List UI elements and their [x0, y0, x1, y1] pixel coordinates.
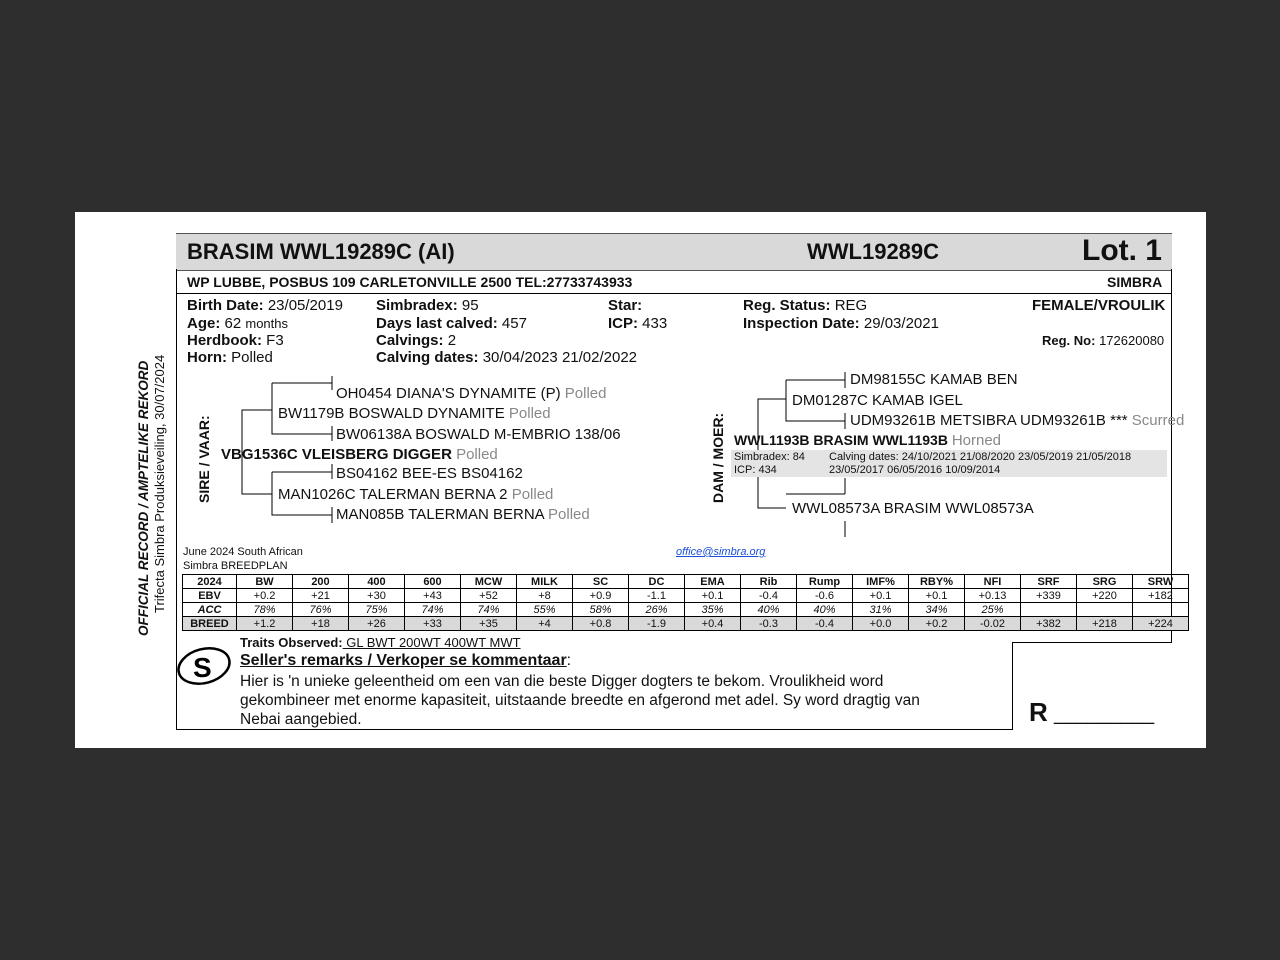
ebv-cell: +43: [405, 589, 461, 603]
ebv-cell: 74%: [461, 603, 517, 617]
dam-calving-dates: Calving dates: 24/10/2021 21/08/2020 23/05/2019 21/05/2018: [829, 451, 1132, 463]
ebv-header-cell: SRW: [1133, 575, 1189, 589]
herdbook: Herdbook: F3: [187, 332, 284, 349]
price-currency: R: [1029, 697, 1048, 727]
remarks-line-2: gekombineer met enorme kapasiteit, uitstaande breedte en afgerond met adel. Sy word dragtig van: [240, 692, 920, 709]
ebv-cell: +0.2: [237, 589, 293, 603]
ebv-header-cell: BW: [237, 575, 293, 589]
dam-name: WWL1193B BRASIM WWL1193B Horned: [734, 432, 1002, 449]
dam-sire: DM01287C KAMAB IGEL: [792, 392, 963, 409]
ebv-cell: 31%: [853, 603, 909, 617]
ebv-header-cell: Rib: [741, 575, 797, 589]
ebv-cell: -1.9: [629, 617, 685, 631]
ebv-cell: 74%: [405, 603, 461, 617]
ebv-cell: +33: [405, 617, 461, 631]
remarks-line-1: Hier is 'n unieke geleentheid om een van die beste Digger dogters te bekom. Vroulikheid word: [240, 673, 884, 690]
ebv-cell: +218: [1077, 617, 1133, 631]
dam-sire-dam: UDM93261B METSIBRA UDM93261B *** Scurred: [850, 412, 1185, 429]
ebv-row-label: BREED: [183, 617, 237, 631]
ebv-header-cell: DC: [629, 575, 685, 589]
simbra-logo-icon: [175, 642, 233, 688]
ebv-row-breed: [183, 617, 1189, 631]
dam-dam: WWL08573A BRASIM WWL08573A: [792, 500, 1034, 517]
ebv-header-cell: NFI: [965, 575, 1021, 589]
sire-sire: BW1179B BOSWALD DYNAMITE Polled: [278, 405, 551, 422]
ebv-cell: 25%: [965, 603, 1021, 617]
ebv-cell: +339: [1021, 589, 1077, 603]
ebv-cell: +220: [1077, 589, 1133, 603]
ebv-header-cell: SC: [573, 575, 629, 589]
dam-simbradex: Simbradex: 84: [734, 451, 805, 463]
lot-card: [75, 212, 1206, 748]
ebv-cell: 58%: [573, 603, 629, 617]
animal-name: BRASIM WWL19289C (AI): [187, 239, 455, 264]
ebv-cell: -0.4: [797, 617, 853, 631]
ebv-header-cell: SRG: [1077, 575, 1133, 589]
ebv-header-row: [183, 575, 1189, 589]
ebv-cell: [1077, 603, 1133, 617]
calving-dates: Calving dates: 30/04/2023 21/02/2022: [376, 349, 638, 366]
ebv-cell: +4: [517, 617, 573, 631]
ebv-cell: +18: [293, 617, 349, 631]
traits-observed: Traits Observed: GL BWT 200WT 400WT MWT: [240, 635, 521, 650]
ebv-cell: 35%: [685, 603, 741, 617]
ebv-cell: +382: [1021, 617, 1077, 631]
breedplan-line2: Simbra BREEDPLAN: [183, 560, 288, 572]
ebv-cell: +1.2: [237, 617, 293, 631]
ebv-row-label: EBV: [183, 589, 237, 603]
ebv-cell: +30: [349, 589, 405, 603]
ebv-cell: +52: [461, 589, 517, 603]
ebv-header-cell: IMF%: [853, 575, 909, 589]
email-link[interactable]: office@simbra.org: [676, 546, 766, 558]
days-last-calved: Days last calved: 457: [376, 315, 527, 332]
calvings: Calvings: 2: [376, 332, 457, 349]
animal-id: WWL19289C: [807, 239, 940, 264]
ebv-cell: +21: [293, 589, 349, 603]
ebv-cell: 75%: [349, 603, 405, 617]
ebv-cell: +0.1: [909, 589, 965, 603]
sire-sire-sire: OH0454 DIANA'S DYNAMITE (P) Polled: [336, 385, 607, 402]
simbradex: Simbradex: 95: [376, 297, 479, 314]
sire-dam-dam: MAN085B TALERMAN BERNA Polled: [336, 506, 590, 523]
ebv-header-cell: RBY%: [909, 575, 965, 589]
sex: FEMALE/VROULIK: [1032, 297, 1166, 314]
ebv-cell: -0.02: [965, 617, 1021, 631]
ebv-cell: 34%: [909, 603, 965, 617]
ebv-cell: +26: [349, 617, 405, 631]
ebv-cell: +182: [1133, 589, 1189, 603]
lot-number: Lot. 1: [1082, 234, 1162, 267]
ebv-cell: +8: [517, 589, 573, 603]
ebv-cell: -1.1: [629, 589, 685, 603]
ebv-header-cell: 2024: [183, 575, 237, 589]
ebv-cell: 55%: [517, 603, 573, 617]
sire-sire-dam: BW06138A BOSWALD M-EMBRIO 138/06: [336, 426, 621, 443]
sire-dam-sire: BS04162 BEE-ES BS04162: [336, 465, 523, 482]
ebv-row-ebv: [183, 589, 1189, 603]
remarks-line-3: Nebai aangebied.: [240, 711, 362, 728]
ebv-cell: [1021, 603, 1077, 617]
ebv-table: [182, 574, 1189, 631]
ebv-cell: 40%: [797, 603, 853, 617]
breedplan-line1: June 2024 South African: [183, 546, 303, 558]
ebv-cell: +0.13: [965, 589, 1021, 603]
reg-no: Reg. No: 172620080: [1042, 333, 1165, 348]
ebv-cell: 26%: [629, 603, 685, 617]
price-field[interactable]: _________: [1054, 703, 1155, 725]
birth-date: Birth Date: 23/05/2019: [187, 297, 343, 314]
reg-status: Reg. Status: REG: [743, 297, 868, 314]
icp: ICP: 433: [608, 315, 668, 332]
age: Age: 62 months: [187, 315, 289, 332]
dam-sire-sire: DM98155C KAMAB BEN: [850, 371, 1018, 388]
ebv-cell: +0.1: [685, 589, 741, 603]
ebv-cell: 76%: [293, 603, 349, 617]
star: Star:: [608, 297, 643, 314]
ebv-cell: +35: [461, 617, 517, 631]
ebv-header-cell: 400: [349, 575, 405, 589]
svg-text:S: S: [193, 652, 212, 683]
sire-name: VBG1536C VLEISBERG DIGGER Polled: [221, 446, 498, 463]
sire-dam: MAN1026C TALERMAN BERNA 2 Polled: [278, 486, 554, 503]
ebv-header-cell: Rump: [797, 575, 853, 589]
dam-icp: ICP: 434: [734, 464, 777, 476]
ebv-row-acc: [183, 603, 1189, 617]
inspection-date: Inspection Date: 29/03/2021: [743, 315, 939, 332]
ebv-cell: +0.1: [853, 589, 909, 603]
ebv-cell: -0.4: [741, 589, 797, 603]
ebv-cell: +0.9: [573, 589, 629, 603]
sale-label: Trifecta Simbra Produksieveiling, 30/07/2024: [152, 354, 167, 613]
ebv-cell: +0.2: [909, 617, 965, 631]
ebv-cell: [1133, 603, 1189, 617]
ebv-header-cell: SRF: [1021, 575, 1077, 589]
ebv-header-cell: 200: [293, 575, 349, 589]
ebv-row-label: ACC: [183, 603, 237, 617]
ebv-header-cell: EMA: [685, 575, 741, 589]
dam-calving-dates-2: 23/05/2017 06/05/2016 10/09/2014: [829, 464, 1001, 476]
ebv-header-cell: MILK: [517, 575, 573, 589]
ebv-header-cell: MCW: [461, 575, 517, 589]
dam-label: DAM / MOER:: [710, 412, 726, 503]
sire-label: SIRE / VAAR:: [196, 415, 212, 503]
horn: Horn: Polled: [187, 349, 273, 366]
ebv-cell: -0.6: [797, 589, 853, 603]
breeder-address: WP LUBBE, POSBUS 109 CARLETONVILLE 2500 TEL:27733743933: [187, 274, 633, 290]
ebv-cell: 78%: [237, 603, 293, 617]
remarks-title: Seller's remarks / Verkoper se kommentaar:: [240, 652, 572, 669]
breed-label: SIMBRA: [1107, 274, 1163, 290]
ebv-cell: +0.4: [685, 617, 741, 631]
ebv-cell: 40%: [741, 603, 797, 617]
ebv-cell: +0.0: [853, 617, 909, 631]
ebv-cell: +0.8: [573, 617, 629, 631]
ebv-cell: +224: [1133, 617, 1189, 631]
ebv-header-cell: 600: [405, 575, 461, 589]
ebv-cell: -0.3: [741, 617, 797, 631]
official-record-label: OFFICIAL RECORD / AMPTELIKE REKORD: [136, 360, 151, 636]
